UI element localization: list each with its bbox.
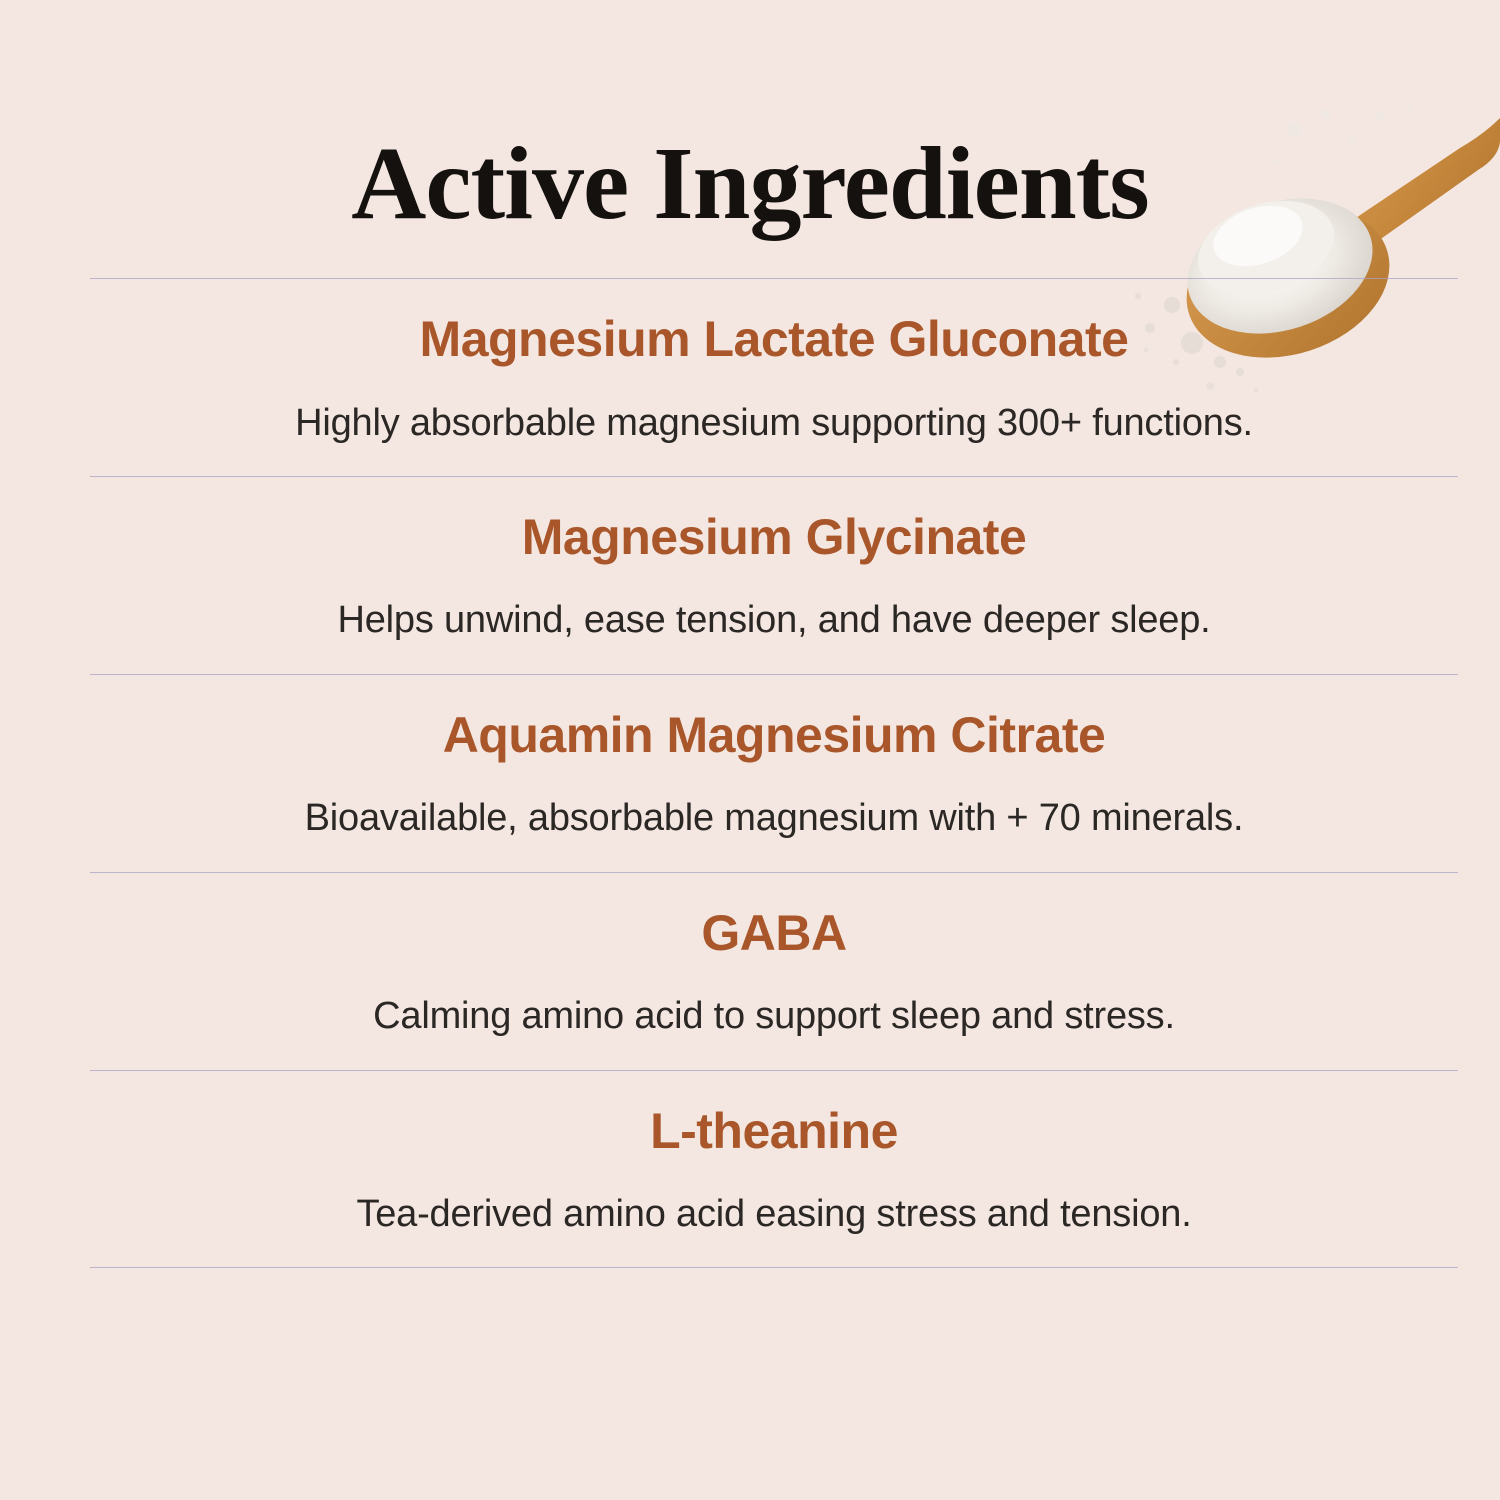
ingredients-list — [90, 278, 1458, 1268]
divider — [90, 476, 1458, 477]
ingredient-description: Helps unwind, ease tension, and have deeper sleep. — [337, 599, 1211, 642]
list-item — [90, 873, 1458, 1070]
page-title: Active Ingredients — [351, 125, 1149, 241]
ingredient-description: Highly absorbable magnesium supporting 300+ functions. — [295, 401, 1253, 444]
list-item — [90, 477, 1458, 674]
ingredient-description: Calming amino acid to support sleep and stress. — [373, 995, 1175, 1038]
ingredient-description: Tea-derived amino acid easing stress and tension. — [356, 1193, 1192, 1236]
list-item — [90, 675, 1458, 872]
divider — [90, 278, 1458, 279]
divider — [90, 674, 1458, 675]
ingredient-name: Magnesium Lactate Gluconate — [419, 311, 1129, 367]
list-item — [90, 279, 1458, 476]
divider — [90, 872, 1458, 873]
ingredient-name: Aquamin Magnesium Citrate — [442, 706, 1106, 763]
ingredient-name: Magnesium Glycinate — [521, 508, 1027, 565]
divider — [90, 1070, 1458, 1071]
list-item — [90, 1071, 1458, 1268]
divider — [90, 1267, 1458, 1268]
ingredient-name: L-theanine — [650, 1102, 898, 1159]
ingredient-description: Bioavailable, absorbable magnesium with + 70 minerals. — [304, 797, 1244, 840]
ingredient-name: GABA — [701, 904, 847, 961]
